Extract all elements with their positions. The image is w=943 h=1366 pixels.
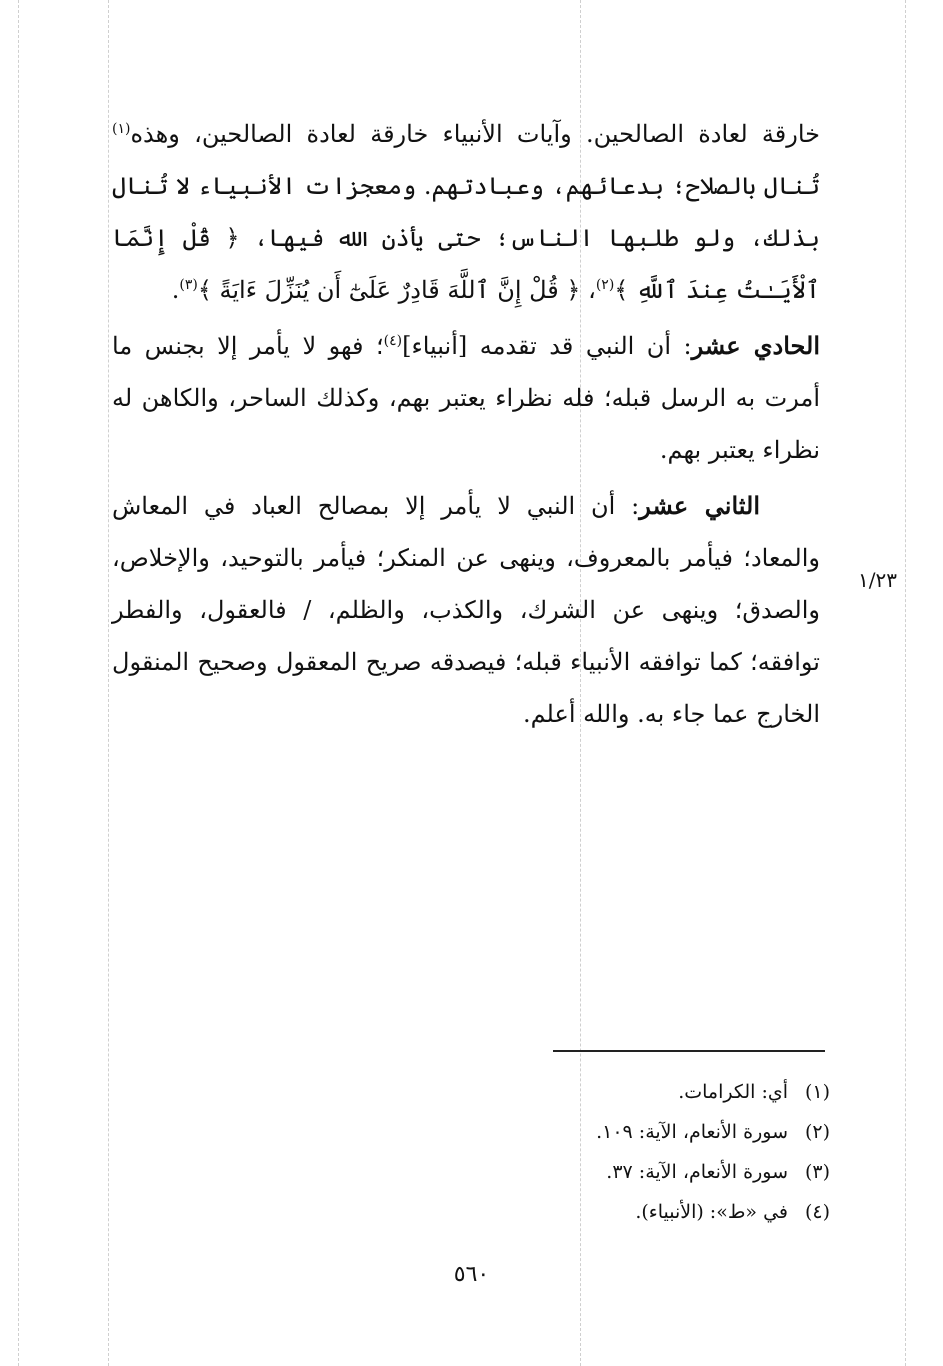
paragraph-1-text-b: تُنال بالصلاح؛ بدعائهم، وعبادتهم. ومعجزات الأنبياء لا تُنال بذلك، ولو طلبها الناس؛ حتى يأذن الله فيها، ﴿ قُلْ إِنَّمَا ٱلْأَيَـٰتُ عِندَ ٱللَّهِ ﴾ bbox=[112, 172, 820, 304]
paragraph-1-text-a: خارقة لعادة الصالحين. وآيات الأنبياء خارقة لعادة الصالحين، وهذه bbox=[130, 120, 820, 148]
footnote-number: (١) bbox=[804, 1081, 830, 1103]
footnote-text: في «ط»: (الأنبياء). bbox=[635, 1201, 788, 1223]
main-text bbox=[112, 108, 820, 740]
footnote-ref-2[interactable]: (٢) bbox=[595, 277, 615, 293]
footnote-divider bbox=[553, 1050, 825, 1052]
paragraph-3-text: : أن النبي لا يأمر إلا بمصالح العباد في المعاش والمعاد؛ فيأمر بالمعروف، وينهى عن المنكر؛ فيأمر بالتوحيد، والإخلاص، والصدق؛ وينهى عن الشرك، والكذب، والظلم، / فالعقول، والفطر توافقه؛ كما توافقه الأنبياء قبله؛ فيصدقه صريح المعقول وصحيح المنقول الخارج عما جاء به. والله أعلم. bbox=[112, 492, 820, 728]
paragraph-2-text-b: ؛ فهو لا يأمر إلا بجنس ما أمرت به الرسل قبله؛ فله نظراء يعتبر بهم، وكذلك الساحر، والكاهن له نظراء يعتبر بهم. bbox=[112, 332, 820, 464]
paragraph-2-text-a: : أن النبي قد تقدمه [أنبياء] bbox=[402, 332, 692, 360]
paragraph-2-heading: الحادي عشر bbox=[691, 331, 821, 360]
manuscript-folio-marker: ١/٢٣ bbox=[858, 568, 897, 592]
paragraph-2 bbox=[112, 320, 820, 476]
footnote-text: سورة الأنعام، الآية: ١٠٩. bbox=[596, 1121, 788, 1143]
footnote-1 bbox=[400, 1072, 830, 1112]
paragraph-3-heading: الثاني عشر bbox=[639, 491, 760, 520]
footnote-ref-1[interactable]: (١) bbox=[112, 121, 131, 137]
footnote-4 bbox=[400, 1192, 830, 1232]
paragraph-3 bbox=[112, 480, 820, 740]
footnote-3 bbox=[400, 1152, 830, 1192]
footnotes bbox=[400, 1072, 830, 1232]
footnote-number: (٣) bbox=[804, 1161, 830, 1183]
footnote-number: (٤) bbox=[804, 1201, 830, 1223]
paragraph-1-text-d: . bbox=[171, 276, 180, 304]
footnote-ref-3[interactable]: (٣) bbox=[179, 277, 198, 293]
paragraph-1 bbox=[112, 108, 820, 316]
footnote-ref-4[interactable]: (٤) bbox=[383, 333, 403, 349]
paragraph-1-text-c: ، ﴿ قُلْ إِنَّ ٱللَّهَ قَادِرٌ عَلَىٰٓ أَن يُنَزِّلَ ءَايَةً ﴾ bbox=[197, 276, 596, 304]
footnote-text: سورة الأنعام، الآية: ٣٧. bbox=[606, 1161, 788, 1183]
footnote-number: (٢) bbox=[804, 1121, 830, 1143]
footnote-2 bbox=[400, 1112, 830, 1152]
page-number: ٥٦٠ bbox=[453, 1262, 490, 1287]
footnote-text: أي: الكرامات. bbox=[678, 1081, 788, 1103]
